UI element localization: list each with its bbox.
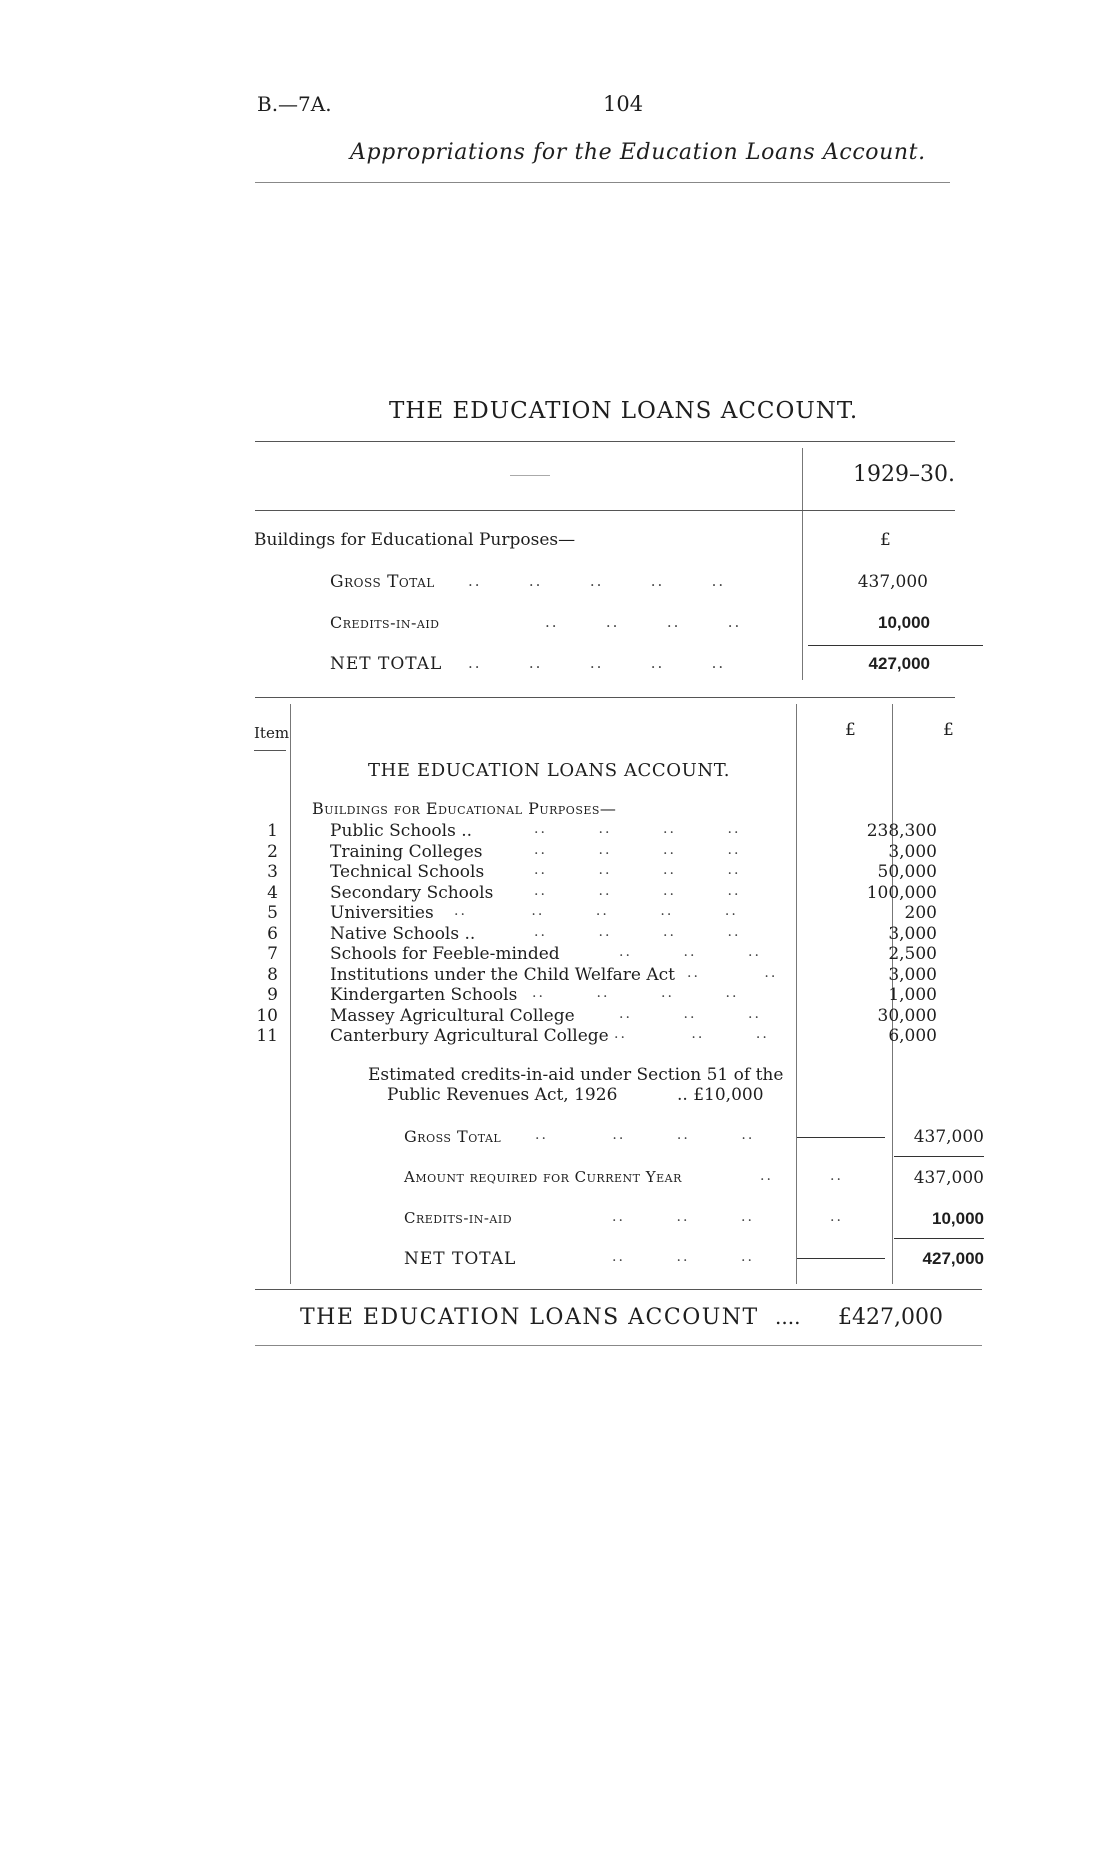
footer-rule xyxy=(255,1345,982,1346)
item-number: 7 xyxy=(267,944,278,964)
item-value: 238,300 xyxy=(866,821,937,841)
item-number: 10 xyxy=(256,1005,278,1026)
summary-top-rule xyxy=(255,441,955,442)
summary-gross-total-label: Gross Total xyxy=(330,572,435,592)
item-label: Canterbury Agricultural College xyxy=(330,1026,609,1046)
list-item xyxy=(254,883,954,904)
summary-header-filler xyxy=(510,475,550,476)
detail-heading: Buildings for Educational Purposes— xyxy=(312,799,617,818)
item-number: 1 xyxy=(267,821,278,841)
page-number: 104 xyxy=(603,92,644,116)
item-number: 3 xyxy=(267,862,278,882)
summary-header-rule xyxy=(255,510,955,511)
item-value: 3,000 xyxy=(888,923,937,944)
detail-currency-right: £ xyxy=(943,720,954,740)
list-item xyxy=(254,842,954,863)
item-number: 2 xyxy=(267,841,278,862)
item-dots: .. .. .. .. xyxy=(534,882,741,899)
item-value: 1,000 xyxy=(888,985,937,1005)
detail-credits-dots: .. .. .. xyxy=(612,1209,754,1225)
item-number: 11 xyxy=(256,1026,278,1046)
detail-item-header: Item xyxy=(254,724,290,742)
item-dots: .. .. xyxy=(687,964,778,981)
list-item xyxy=(254,924,954,945)
detail-credits-mid-dots: .. xyxy=(830,1209,843,1225)
item-list xyxy=(254,821,954,1061)
detail-gross-total-underline xyxy=(894,1156,984,1157)
estimated-credits-line2: Public Revenues Act, 1926 xyxy=(387,1085,618,1105)
item-dots: .. .. .. .. xyxy=(534,841,741,858)
item-number: 9 xyxy=(267,985,278,1005)
page-subtitle: Appropriations for the Education Loans Account. xyxy=(350,140,926,165)
list-item xyxy=(254,1026,954,1047)
detail-bottom-rule xyxy=(255,1289,982,1290)
detail-title: THE EDUCATION LOANS ACCOUNT. xyxy=(368,760,731,781)
item-dots: .. .. .. .. xyxy=(534,821,741,837)
subtitle-rule xyxy=(255,182,950,183)
item-number: 4 xyxy=(267,882,278,903)
item-label: Secondary Schools xyxy=(330,882,494,903)
item-label: Technical Schools xyxy=(330,862,485,882)
item-value: 3,000 xyxy=(888,841,937,862)
summary-column-divider xyxy=(802,448,803,680)
item-label: Institutions under the Child Welfare Act xyxy=(330,964,675,985)
item-value: 3,000 xyxy=(888,964,937,985)
item-number: 8 xyxy=(267,964,278,985)
item-dots: .. .. .. .. xyxy=(532,985,739,1001)
item-value: 50,000 xyxy=(877,862,937,882)
list-item xyxy=(254,821,954,842)
item-number: 6 xyxy=(267,923,278,944)
item-value: 200 xyxy=(904,903,937,923)
summary-net-total-value: 427,000 xyxy=(868,654,930,673)
item-label: Kindergarten Schools xyxy=(330,985,518,1005)
amount-required-mid-dots: .. xyxy=(830,1168,843,1184)
amount-required-dots: .. xyxy=(760,1168,773,1184)
item-label: Public Schools .. xyxy=(330,821,473,841)
summary-bottom-rule xyxy=(255,697,955,698)
item-value: 2,500 xyxy=(888,944,937,964)
estimated-credits-line1: Estimated credits-in-aid under Section 51 of the xyxy=(368,1065,784,1085)
detail-net-total-value: 427,000 xyxy=(922,1249,984,1268)
item-value: 100,000 xyxy=(866,882,937,903)
footer-label: THE EDUCATION LOANS ACCOUNT xyxy=(300,1305,759,1330)
detail-gross-total-value: 437,000 xyxy=(913,1127,984,1147)
detail-currency-left: £ xyxy=(845,720,856,740)
detail-gross-total-rule xyxy=(797,1137,885,1138)
detail-gross-total-label: Gross Total xyxy=(404,1127,502,1146)
list-item xyxy=(254,903,954,924)
summary-net-total-label: NET TOTAL xyxy=(330,654,443,674)
footer-dots: .... xyxy=(775,1305,801,1329)
item-number: 5 xyxy=(267,903,278,923)
detail-net-total-label: NET TOTAL xyxy=(404,1249,517,1269)
list-item xyxy=(254,1006,954,1027)
estimated-credits-amount: .. £10,000 xyxy=(677,1085,764,1105)
amount-required-label: Amount required for Current Year xyxy=(404,1168,682,1186)
summary-gross-total-dots: .. .. .. .. .. xyxy=(468,572,726,590)
document-code: B.—7A. xyxy=(257,92,332,116)
summary-credits-label: Credits-in-aid xyxy=(330,613,440,632)
list-item xyxy=(254,965,954,986)
item-dots: .. .. .. xyxy=(619,944,761,960)
summary-credits-value: 10,000 xyxy=(878,613,930,632)
summary-credits-underline xyxy=(808,645,983,646)
item-label: Schools for Feeble-minded xyxy=(330,944,560,964)
detail-gross-total-dots: .. .. .. .. xyxy=(535,1127,755,1143)
summary-year: 1929–30. xyxy=(853,462,955,487)
summary-currency: £ xyxy=(880,530,891,550)
list-item xyxy=(254,985,954,1006)
summary-credits-dots: .. .. .. .. xyxy=(545,613,742,631)
item-value: 30,000 xyxy=(877,1005,937,1026)
list-item xyxy=(254,862,954,883)
summary-gross-total-value: 437,000 xyxy=(857,572,928,592)
amount-required-value: 437,000 xyxy=(913,1168,984,1188)
detail-credits-value: 10,000 xyxy=(932,1209,984,1228)
item-label: Training Colleges xyxy=(330,841,483,862)
detail-item-header-rule xyxy=(254,750,286,751)
item-label: Native Schools .. xyxy=(330,923,476,944)
item-dots: .. .. .. .. .. xyxy=(454,903,738,919)
item-dots: .. .. .. xyxy=(619,1005,761,1022)
summary-heading: Buildings for Educational Purposes— xyxy=(254,530,576,550)
item-label: Massey Agricultural College xyxy=(330,1005,575,1026)
item-value: 6,000 xyxy=(888,1026,937,1046)
footer-amount: £427,000 xyxy=(838,1305,943,1330)
detail-credits-underline xyxy=(894,1238,984,1239)
item-label: Universities xyxy=(330,903,434,923)
item-dots: .. .. .. .. xyxy=(534,923,741,940)
detail-net-total-dots: .. .. .. xyxy=(612,1249,754,1265)
item-dots: .. .. .. .. xyxy=(534,862,741,878)
summary-net-total-dots: .. .. .. .. .. xyxy=(468,654,726,672)
detail-net-total-rule xyxy=(797,1258,885,1259)
list-item xyxy=(254,944,954,965)
detail-credits-label: Credits-in-aid xyxy=(404,1209,513,1227)
summary-title: THE EDUCATION LOANS ACCOUNT. xyxy=(389,398,859,424)
item-dots: .. .. .. xyxy=(614,1026,769,1042)
